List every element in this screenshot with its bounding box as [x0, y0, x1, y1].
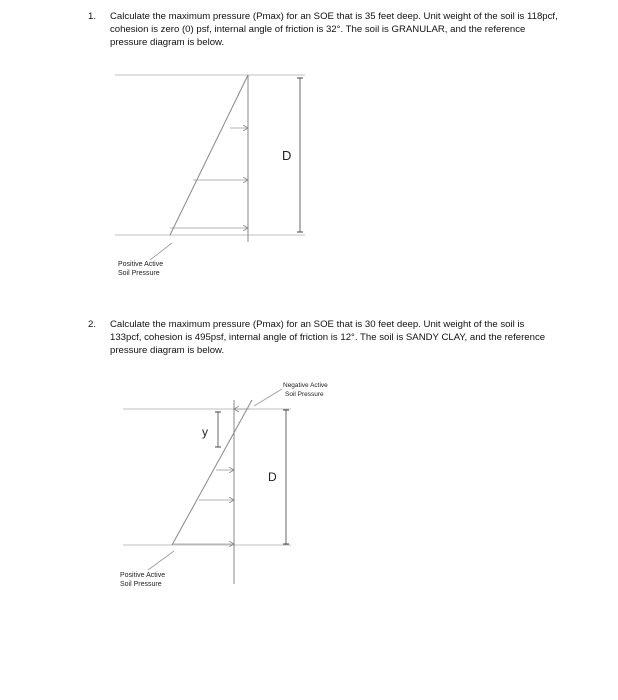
question-2-number: 2.: [88, 319, 97, 330]
diagram-2-negative-label-2: Soil Pressure: [285, 391, 324, 398]
diagram-2-depth-label: D: [268, 470, 277, 484]
diagram-2-y-label: y: [202, 425, 208, 439]
diagram-2-pressure-line: [172, 400, 252, 545]
diagram-1-pressure-line: [170, 75, 248, 235]
diagram-1-pressure-label-2: Soil Pressure: [118, 270, 160, 277]
diagram-2-label-leader: [148, 551, 174, 570]
diagram-1-pressure-label-1: Positive Active: [118, 261, 164, 268]
diagram-1-depth-label: D: [282, 148, 292, 163]
question-2-text: Calculate the maximum pressure (Pmax) for an SOE that is 30 feet deep. Unit weight of the soil is 133pcf, cohesion is 495psf, internal angle of friction is 12°. The soil is SANDY CLAY, and the reference pressure diagram is below.: [110, 319, 546, 356]
diagram-2-pressure-label-2: Soil Pressure: [120, 581, 162, 588]
diagram-2-negative-leader: [254, 389, 282, 406]
diagram-2-negative-label-1: Negative Active: [283, 382, 328, 389]
question-1-number: 1.: [88, 11, 97, 22]
diagram-2: [120, 382, 328, 588]
question-1-text: Calculate the maximum pressure (Pmax) for an SOE that is 35 feet deep. Unit weight of the soil is 118pcf, cohesion is zero (0) psf, internal angle of friction is 32°. The soil is GRANULAR, and the reference pressure diagram is below.: [110, 11, 558, 48]
diagram-1-label-leader: [150, 243, 172, 260]
diagram-1: [115, 75, 305, 277]
diagram-2-pressure-label-1: Positive Active: [120, 572, 166, 579]
